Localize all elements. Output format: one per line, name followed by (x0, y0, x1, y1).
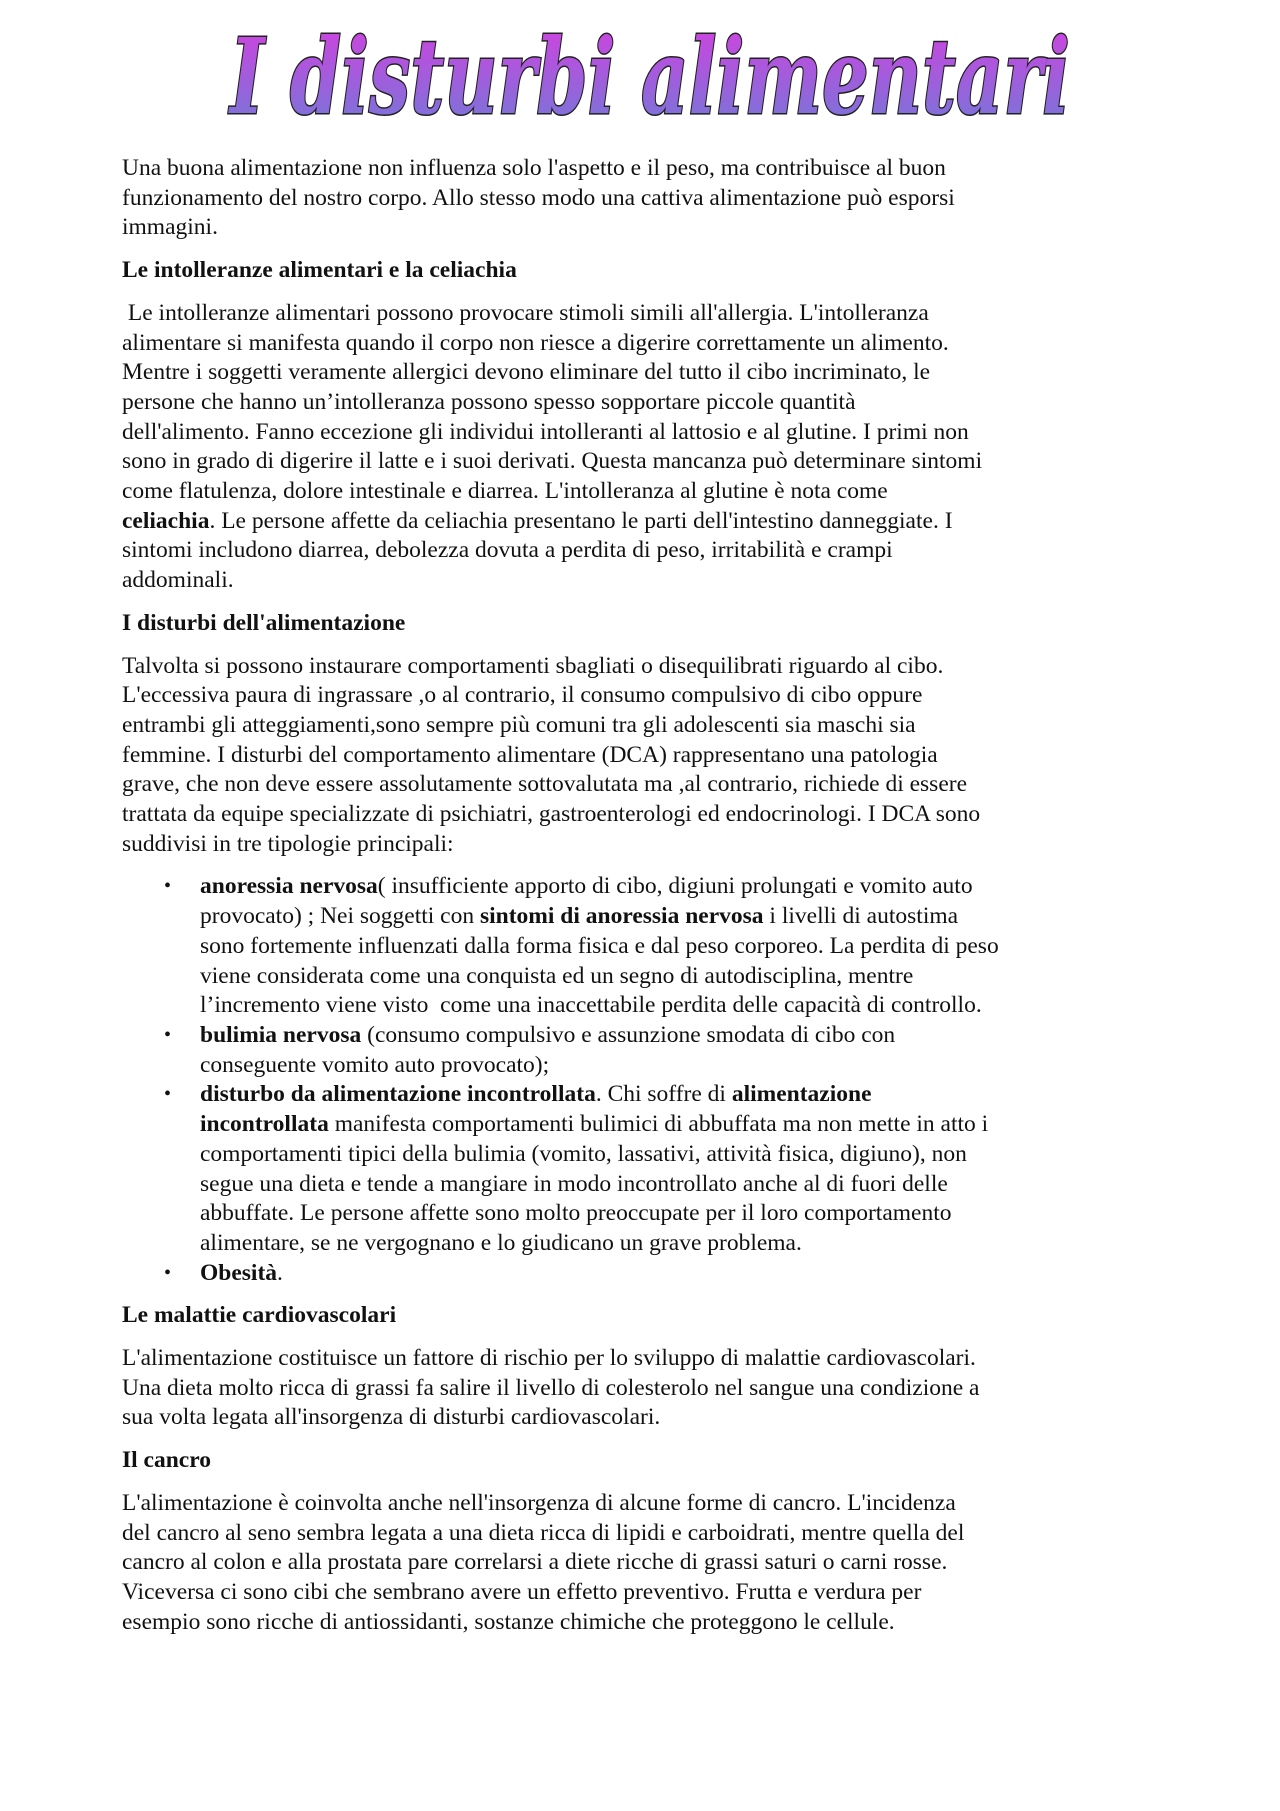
text-line (200, 1080, 1182, 1110)
text-segment: grave, che non deve essere assolutamente sottovalutata ma ,al contrario, richiede di essere (122, 771, 968, 798)
section-heading (122, 1301, 1182, 1331)
text-segment: manifesta comportamenti bulimici di abbuffata ma non mette in atto i (328, 1111, 989, 1138)
document-title: I disturbi alimentari (227, 15, 1071, 138)
text-segment: l’incremento viene visto come una inaccettabile perdita delle capacità di controllo. (200, 992, 982, 1019)
text-line (122, 1608, 1182, 1638)
text-segment: sintomi includono diarrea, debolezza dovuta a perdita di peso, irritabilità e crampi (122, 537, 893, 564)
text-line (200, 872, 1182, 902)
text-line (200, 902, 1182, 932)
text-segment: femmine. I disturbi del comportamento alimentare (DCA) rappresentano una patologia (122, 741, 938, 768)
bold-text: alimentazione (731, 1081, 872, 1108)
text-segment: (consumo compulsivo e assunzione smodata di cibo con (361, 1021, 896, 1048)
text-segment: abbuffate. Le persone affette sono molto preoccupate per il loro comportamento (200, 1200, 952, 1227)
text-line (122, 536, 1182, 566)
text-line (122, 830, 1182, 860)
paragraph (122, 1489, 1182, 1638)
text-line (122, 388, 1182, 418)
text-line (122, 741, 1182, 771)
text-line (122, 566, 1182, 596)
list-item (122, 1259, 1182, 1289)
text-segment: Le intolleranze alimentari possono provocare stimoli simili all'allergia. L'intolleranza (122, 299, 929, 326)
text-segment: dell'alimento. Fanno eccezione gli individui intolleranti al lattosio e al glutine. I primi non (122, 418, 969, 445)
paragraph (122, 1344, 1182, 1433)
text-line (200, 1229, 1182, 1259)
text-segment: entrambi gli atteggiamenti,sono sempre più comuni tra gli adolescenti sia maschi sia (122, 711, 916, 738)
text-line (122, 1548, 1182, 1578)
text-segment: . Le persone affette da celiachia presentano le parti dell'intestino danneggiate. I (209, 507, 953, 534)
text-line (122, 1489, 1182, 1519)
text-segment: provocato) ; Nei soggetti con (200, 903, 480, 930)
bold-text: sintomi di anoressia nervosa (479, 903, 764, 930)
text-segment: segue una dieta e tende a mangiare in modo incontrollato anche al di fuori delle (200, 1170, 948, 1197)
bold-text: Obesità (200, 1259, 278, 1286)
text-line (200, 1140, 1182, 1170)
section-heading-line (122, 256, 1182, 286)
section-heading (122, 1446, 1182, 1476)
section-heading (122, 256, 1182, 286)
bold-text: incontrollata (200, 1111, 329, 1138)
text-line (122, 329, 1182, 359)
text-segment: cancro al colon e alla prostata pare correlarsi a diete ricche di grassi saturi o carni rosse. (122, 1549, 948, 1576)
document-body (122, 154, 1182, 1650)
text-segment: Una dieta molto ricca di grassi fa salire il livello di colesterolo nel sangue una condizione a (122, 1374, 980, 1401)
text-line (122, 154, 1182, 184)
text-line (200, 1110, 1182, 1140)
text-line (122, 1344, 1182, 1374)
text-line (200, 962, 1182, 992)
text-line (122, 447, 1182, 477)
bullet-icon: • (164, 1023, 172, 1046)
text-segment: Talvolta si possono instaurare comportamenti sbagliati o disequilibrati riguardo al cibo. (122, 652, 944, 679)
text-line (122, 213, 1182, 243)
text-line (122, 800, 1182, 830)
text-segment: funzionamento del nostro corpo. Allo stesso modo una cattiva alimentazione può esporsi (122, 184, 955, 211)
document-title-wordart (220, 8, 1080, 168)
section-heading-line (122, 1446, 1182, 1476)
paragraph (122, 154, 1182, 243)
bold-text: disturbo da alimentazione incontrollata (200, 1081, 596, 1108)
bold-text: bulimia nervosa (200, 1021, 362, 1048)
text-segment: conseguente vomito auto provocato); (200, 1051, 550, 1078)
heading-text: I disturbi dell'alimentazione (122, 609, 406, 636)
paragraph (122, 299, 1182, 596)
text-segment: sono in grado di digerire il latte e i suoi derivati. Questa mancanza può determinare sintomi (122, 448, 983, 475)
text-line (122, 652, 1182, 682)
list-item (122, 1021, 1182, 1080)
section-heading-line (122, 609, 1182, 639)
bullet-icon: • (164, 1261, 172, 1284)
text-segment: sono fortemente influenzati dalla forma fisica e dal peso corporeo. La perdita di peso (200, 932, 999, 959)
text-line (122, 770, 1182, 800)
text-segment: del cancro al seno sembra legata a una dieta ricca di lipidi e carboidrati, mentre quella del (122, 1519, 965, 1546)
bullet-list (122, 872, 1182, 1288)
heading-text: Le intolleranze alimentari e la celiachia (122, 257, 517, 284)
bold-text: anoressia nervosa (200, 873, 378, 900)
text-line (122, 681, 1182, 711)
section-heading-line (122, 1301, 1182, 1331)
text-segment: Una buona alimentazione non influenza solo l'aspetto e il peso, ma contribuisce al buon (122, 155, 946, 181)
text-line (122, 358, 1182, 388)
text-segment: come flatulenza, dolore intestinale e diarrea. L'intolleranza al glutine è nota come (122, 478, 888, 505)
text-segment: alimentare si manifesta quando il corpo non riesce a digerire correttamente un alimento. (122, 329, 949, 356)
text-segment: suddivisi in tre tipologie principali: (122, 830, 454, 857)
text-line (122, 477, 1182, 507)
text-segment: esempio sono ricche di antiossidanti, sostanze chimiche che proteggono le cellule. (122, 1608, 895, 1635)
text-segment: i livelli di autostima (763, 903, 959, 930)
text-segment: persone che hanno un’intolleranza possono spesso sopportare piccole quantità (122, 388, 856, 415)
bold-text: celiachia (122, 507, 210, 534)
text-segment: . Chi soffre di (595, 1081, 732, 1108)
bullet-icon: • (164, 1083, 172, 1106)
heading-text: Le malattie cardiovascolari (122, 1302, 397, 1329)
list-item (122, 1080, 1182, 1258)
text-line (200, 1199, 1182, 1229)
bullet-icon: • (164, 875, 172, 898)
text-line (122, 1519, 1182, 1549)
text-line (122, 1374, 1182, 1404)
list-item (122, 872, 1182, 1021)
text-line (122, 507, 1182, 537)
text-line (200, 1021, 1182, 1051)
text-line (200, 1170, 1182, 1200)
text-line (122, 418, 1182, 448)
text-segment: alimentare, se ne vergognano e lo giudicano un grave problema. (200, 1229, 802, 1256)
section-heading (122, 609, 1182, 639)
text-segment: immagini. (122, 214, 218, 241)
heading-text: Il cancro (122, 1447, 211, 1474)
text-line (122, 299, 1182, 329)
text-segment: Viceversa ci sono cibi che sembrano avere un effetto preventivo. Frutta e verdura per (122, 1578, 922, 1605)
text-line (122, 1578, 1182, 1608)
text-segment: L'alimentazione è coinvolta anche nell'insorgenza di alcune forme di cancro. L'incidenza (122, 1489, 956, 1516)
text-segment: ( insufficiente apporto di cibo, digiuni prolungati e vomito auto (377, 873, 973, 900)
text-segment: viene considerata come una conquista ed un segno di autodisciplina, mentre (200, 962, 914, 989)
text-line (122, 1403, 1182, 1433)
text-segment: sua volta legata all'insorgenza di disturbi cardiovascolari. (122, 1404, 661, 1431)
text-segment: addominali. (122, 567, 234, 594)
text-segment: L'alimentazione costituisce un fattore di rischio per lo sviluppo di malattie cardiovascolari. (122, 1345, 976, 1372)
text-line (122, 711, 1182, 741)
text-segment: L'eccessiva paura di ingrassare ,o al contrario, il consumo compulsivo di cibo oppure (122, 682, 923, 709)
text-segment: Mentre i soggetti veramente allergici devono eliminare del tutto il cibo incriminato, le (122, 359, 931, 386)
text-line (122, 184, 1182, 214)
text-segment: . (277, 1259, 283, 1286)
text-line (200, 932, 1182, 962)
text-line (200, 991, 1182, 1021)
paragraph (122, 652, 1182, 860)
text-line (200, 1051, 1182, 1081)
text-segment: trattata da equipe specializzate di psichiatri, gastroenterologi ed endocrinologi. I DCA sono (122, 801, 981, 828)
text-segment: comportamenti tipici della bulimia (vomito, lassativi, attività fisica, digiuno), non (200, 1140, 967, 1167)
text-line (200, 1259, 1182, 1289)
